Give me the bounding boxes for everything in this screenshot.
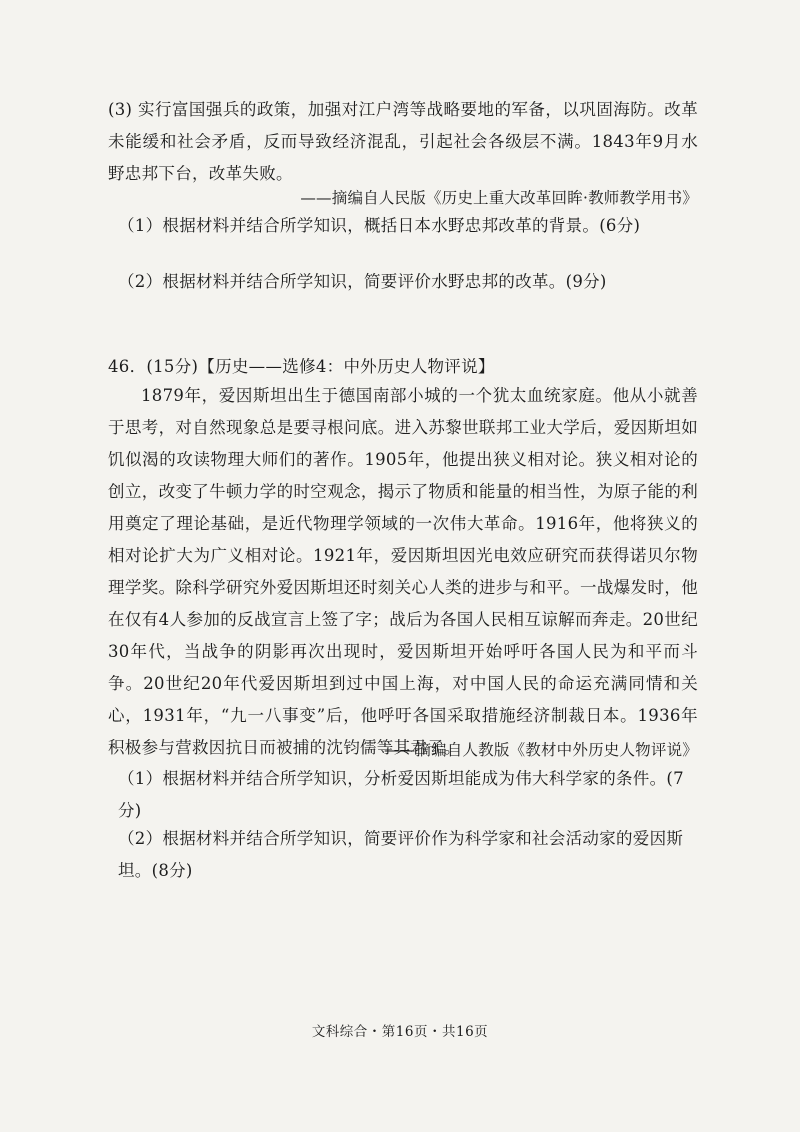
einstein-passage: 1879年，爱因斯坦出生于德国南部小城的一个犹太血统家庭。他从小就善于思考，对自然现象总是要寻根问底。进入苏黎世联邦工业大学后，爱因斯坦如饥似渴的攻读物理大师们的著作。1905年，他提出狭义相对论。狭义相对论的创立，改变了牛顿力学的时空观念，揭示了物质和能量的相当性，为原子能的利用奠定了理论基础，是近代物理学领域的一次伟大革命。1916年，他将狭义的相对论扩大为广义相对论。1921年，爱因斯坦因光电效应研究而获得诺贝尔物理学奖。除科学研究外爱因斯坦还时刻关心人类的进步与和平。一战爆发时，他在仅有4人参加的反战宣言上签了字；战后为各国人民相互谅解而奔走。20世纪30年代，当战争的阴影再次出现时，爱因斯坦开始呼吁各国人民为和平而斗争。20世纪20年代爱因斯坦到过中国上海，对中国人民的命运充满同情和关心，1931年，“九一八事变”后，他呼吁各国采取措施经济制裁日本。1936年积极参与营救因抗日而被捕的沈钧儒等其君子。 — [108, 386, 698, 757]
page-footer: 文科综合・第16页・共16页 — [311, 1024, 489, 1040]
reform-question-1: （1）根据材料并结合所学知识，概括日本水野忠邦改革的背景。(6分) — [118, 216, 641, 235]
einstein-question-2: （2）根据材料并结合所学知识，简要评价作为科学家和社会活动家的爱因斯坦。(8分) — [118, 829, 684, 880]
reform-item-3: (3) 实行富国强兵的政策，加强对江户湾等战略要地的军备，以巩固海防。改革未能缓和社会矛盾，反而导致经济混乱，引起社会各级层不满。1843年9月水野忠邦下台，改革失败。 — [108, 100, 698, 183]
question-46-heading: 46．(15分)【历史——选修4：中外历史人物评说】 — [108, 357, 495, 376]
einstein-source: ——摘编自人教版《教材中外历史人物评说》 — [383, 741, 698, 759]
reform-question-2: （2）根据材料并结合所学知识，简要评价水野忠邦的改革。(9分) — [118, 272, 607, 291]
einstein-question-1: （1）根据材料并结合所学知识，分析爱因斯坦能成为伟大科学家的条件。(7分) — [118, 769, 684, 820]
reform-source: ——摘编自人民版《历史上重大改革回眸·教师教学用书》 — [300, 189, 698, 207]
